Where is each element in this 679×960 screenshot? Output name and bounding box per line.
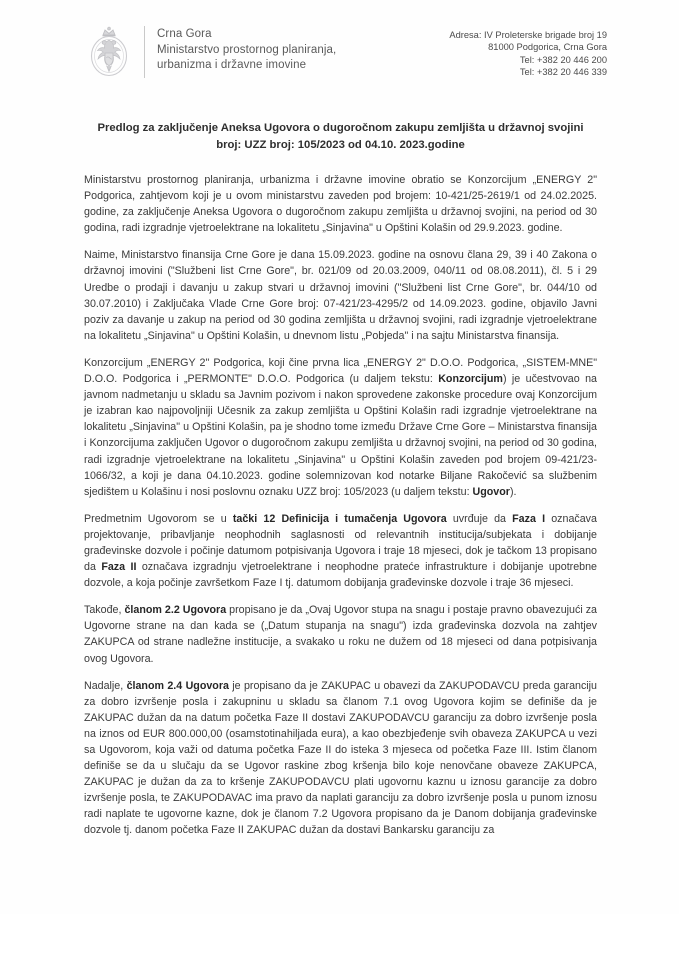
paragraph-public-call: Naime, Ministarstvo finansija Crne Gore je dana 15.09.2023. godine na osnovu člana 29, 39 i 40 Zakona o državnoj imovini ("Službeni list Crne Gore", br. 021/09 od 20.03.2009, 040/11 od 08.08.2011), čl. 5 i 29 Uredbe o prodaji i davanju u zakup stvari u državnoj imovini ("Službeni list Crne Gore", br. 044/10 od 30.07.2010) i Zaključaka Vlade Crne Gore broj: 07-421/23-4295/2 od 14.09.2023. godine, objavilo Javni poziv za davanje u zakup na period od 30 godina zemljišta u državnoj svojini, radi izgradnje vjetroelektrane na lokalitetu „Sinjavina" u Opštini Kolašin, u dnevnom listu „Pobjeda" i na sajtu Ministarstva finansija. [84,249,597,342]
consortium-text-d: ). [509,485,517,498]
title-line-2: broj: UZZ broj: 105/2023 od 04.10. 2023.godine [216,138,465,151]
article24-text-c: je propisano da je ZAKUPAC u obavezi da ZAKUPODAVCU preda garanciju za dobro izvršenje posla i zakupninu u skladu sa članom 7.1 ovog Ugovora kojim se definiše da je ZAKUPAC dužan da na datum početka Faze II dostavi ZAKUPODAVCU garanciju za dobro izvršenje posla na iznos od EUR 800.000,00 (osamstotinahiljada eura), a kao obezbjeđenje svih obaveza ZAKUPCA u vezi sa Ugovorom, koja važi od datuma početka Faze II do isteka 3 mjeseca od početka Faze III. Istim članom definiše se da u slučaju da se Ugovor raskine zbog kršenja bilo koje nenovčane obaveze ZAKUPCA, ZAKUPAC je dužan da za to kršenje ZAKUPODAVCU plati ugovornu kaznu u iznosu garancije za dobro izvršenje posla, te ZAKUPODAVAC ima pravo da naplati garanciju za dobro izvršenje posla u punom iznosu radi naplate te ugovorne kazne, dok je članom 7.2 Ugovora propisano da je Danom dobijanja građevinske dozvole tj. danom početka Faze II ZAKUPAC dužan da dostavi Bankarsku garanciju za [84,679,597,837]
header-identity [84,24,336,84]
document-title [84,120,597,153]
phone-primary: Tel: +382 20 446 200 [519,54,607,65]
article24-text-a: Nadalje, [84,679,127,692]
paragraph-phases [84,511,597,591]
consortium-text-c: ) je učestvovao na javnom nadmetanju u skladu sa Javnim pozivom i nakon sprovedene zakonske procedure ovaj Konzorcijum je izabran kao najpovoljniji Učesnik za zakup zemljišta u Opštini Kolašin radi izgradnje vjetroelektrane na lokalitetu „Sinjavina" u Opštini Kolašin, pa je shodno tome između Države Crne Gore – Ministarstva finansija i Konzorcijuma zaključen Ugovor o dugoročnom zakupu zemljišta u državnoj svojini, na period od 30 godina, radi izgradnje vjetroelektrane na lokalitetu „Sinjavina" u Opštini Kolašin zaveden pod brojem 09-421/23-1066/32, a koji je dana 04.10.2023. godine solemnizovan kod notarke Biljane Rakočević sa službenim sjedištem u Kolašinu i nosi poslovnu oznaku UZZ broj: 105/2023 (u daljem tekstu: [84,373,597,498]
paragraph-consortium [84,355,597,500]
term-faza-1: Faza I [512,512,546,525]
paragraph-article-2-4 [84,678,597,839]
term-konzorcijum: Konzorcijum [438,373,503,386]
term-clan-2-2: članom 2.2 Ugovora [124,604,227,617]
article22-text-a: Takođe, [84,604,125,617]
ministry-name-line-1: Ministarstvo prostornog planiranja, [157,43,337,56]
document-header [84,24,607,100]
paragraph-article-2-2 [84,602,597,666]
ministry-name-line-2: urbanizma i državne imovine [157,59,307,71]
address-city: 81000 Podgorica, Crna Gora [488,42,607,53]
phases-text-e: označava izgradnju vjetroelektrane i neophodne prateće infrastrukture i dobijanje upotrebne dozvole, a koja počinje završetkom Faze I tj. datumom dobijanja građevinske dozvole i traje 36 mjeseci. [84,561,597,590]
header-divider [144,26,145,78]
document-body [84,172,597,839]
page-bottom-margin [0,914,679,960]
contact-address-block [449,24,607,79]
phases-text-a: Predmetnim Ugovorom se u [84,512,233,525]
phases-text-d: označava projektovanje, pribavljanje neophodnih saglasnosti od relevantnih institucija/subjekata i dobijanje građevinske dozvole i počinje datumom potpisivanja Ugovora i traje 18 mjeseci, dok je tačkom 13 propisano da [84,512,597,574]
phases-text-c: uvrđuje da [446,512,513,525]
montenegro-coat-of-arms-icon [84,24,134,84]
paragraph-request: Ministarstvu prostornog planiranja, urbanizma i državne imovine obratio se Konzorcijum „ENERGY 2" Podgorica, zahtjevom koji je u ovom ministarstvu zaveden pod brojem: 10-421/25-2619/1 od 24.02.2025. godine, za zaključenje Aneksa Ugovora o dugoročnom zakupu zemljišta u državnoj svojini, na period od 30 godina, radi izgradnje vjetroelektrane na lokalitetu „Sinjavina" u Opštini Kolašin od 29.9.2023. godine. [84,174,597,235]
title-line-1: Predlog za zaključenje Aneksa Ugovora o dugoročnom zakupu zemljišta u državnoj svojini [97,122,584,134]
country-name: Crna Gora [157,28,212,40]
ministry-identity-text [157,24,336,74]
article22-text-c: propisano je da „Ovaj Ugovor stupa na snagu i postaje pravno obavezujući za Ugovorne strane na dan kada se („Datum stupanja na snagu") izda građevinska dozvola na zahtjev ZAKUPCA od strane nadležne institucije, a svakako u roku ne dužem od 18 mjeseci od dana potpisivanja ovog Ugovora. [84,604,598,665]
consortium-text-a: Konzorcijum „ENERGY 2" Podgorica, koji čine prvna lica „ENERGY 2" D.O.O. Podgorica, „SISTEM-MNE" D.O.O. Podgorica i „PERMONTE" D.O.O. Podgorica (u daljem tekstu: [84,356,597,386]
term-faza-2: Faza II [101,561,137,574]
term-ugovor: Ugovor [472,485,510,498]
term-clan-2-4: članom 2.4 Ugovora [126,679,229,692]
phone-secondary: Tel: +382 20 446 339 [519,67,607,78]
term-tacka-12: tački 12 Definicija i tumačenja Ugovora [232,512,447,525]
address-street: Adresa: IV Proleterske brigade broj 19 [449,30,607,40]
